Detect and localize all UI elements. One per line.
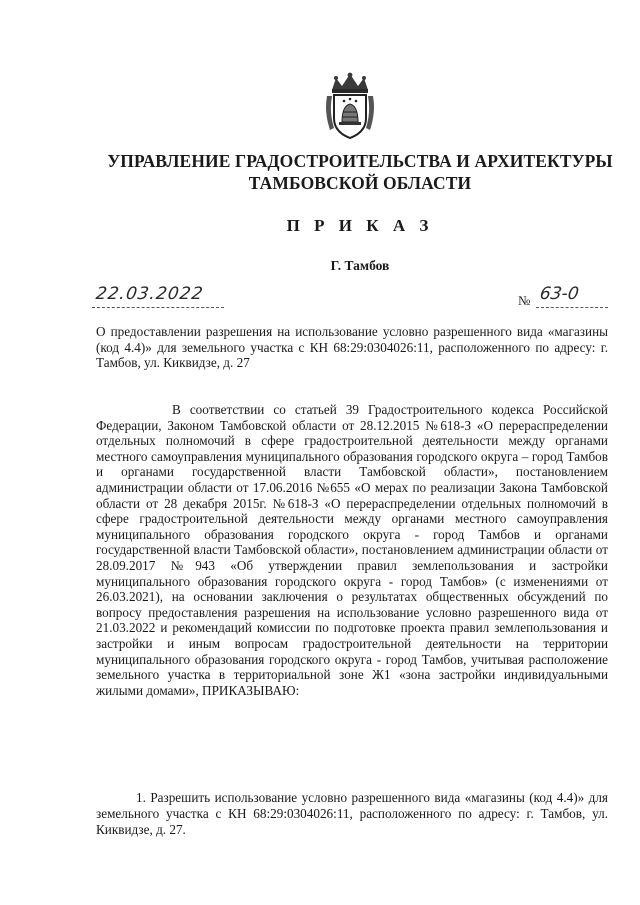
order-subject: О предоставлении разрешения на использование условно разрешенного вида «магазины (код 4.4)» для земельного участка с КН 68:29:0304026:11, расположенного по адресу: г. Тамбов, ул. Киквидзе, д. 27 [96, 324, 608, 370]
organization-title-line2: ТАМБОВСКОЙ ОБЛАСТИ [248, 173, 472, 193]
city-label: Г. Тамбов [330, 258, 390, 273]
number-underline [536, 307, 608, 308]
tambov-coat-of-arms-icon [324, 72, 376, 140]
date-underline [92, 307, 224, 308]
document-type-title: П Р И К А З [286, 216, 434, 235]
order-item-1: 1. Разрешить использование условно разрешенного вида «магазины (код 4.4)» для земельного участка с КН 68:29:0304026:11, расположенного по адресу: г. Тамбов, ул. Киквидзе, д. 27. [96, 790, 608, 837]
handwritten-date: 22.03.2022 [94, 284, 205, 304]
handwritten-order-number: 63-0 [538, 284, 580, 304]
organization-title-line1: УПРАВЛЕНИЕ ГРАДОСТРОИТЕЛЬСТВА И АРХИТЕКТУРЫ [107, 151, 613, 171]
preamble-paragraph: В соответствии со статьей 39 Градостроительного кодекса Российской Федерации, Законом Тамбовской области от 28.12.2015 №618-З «О перераспределении отдельных полномочий в сфере градостроительной деятельности между органами местного самоуправления муниципального образования городского округа – город Тамбов и органами государственной власти Тамбовской области», постановлением администрации области от 17.06.2016 №655 «О мерах по реализации Закона Тамбовской области от 28 декабря 2015г. №618-З «О перераспределении отдельных полномочий в сфере градостроительной деятельности между органами местного самоуправления муниципального образования городского округа - город Тамбов и органами государственной власти Тамбовской области», постановлением администрации области от 28.09.2017 №943 «Об утверждении правил землепользования и застройки муниципального образования городского округа - город Тамбов» (с изменениями от 26.03.2021), на основании заключения о результатах общественных обсуждений по вопросу предоставления разрешения на использование условно разрешенного вида от 21.03.2022 и рекомендаций комиссии по подготовке проекта правил землепользования и застройки и иным вопросам градостроительной деятельности на территории муниципального образования городского округа - город Тамбов, учитывая расположение земельного участка в территориальной зоне Ж1 «зона застройки индивидуальными жилыми домами», ПРИКАЗЫВАЮ: [96, 402, 608, 698]
number-sign: № [518, 293, 531, 308]
organization-title [60, 150, 640, 194]
